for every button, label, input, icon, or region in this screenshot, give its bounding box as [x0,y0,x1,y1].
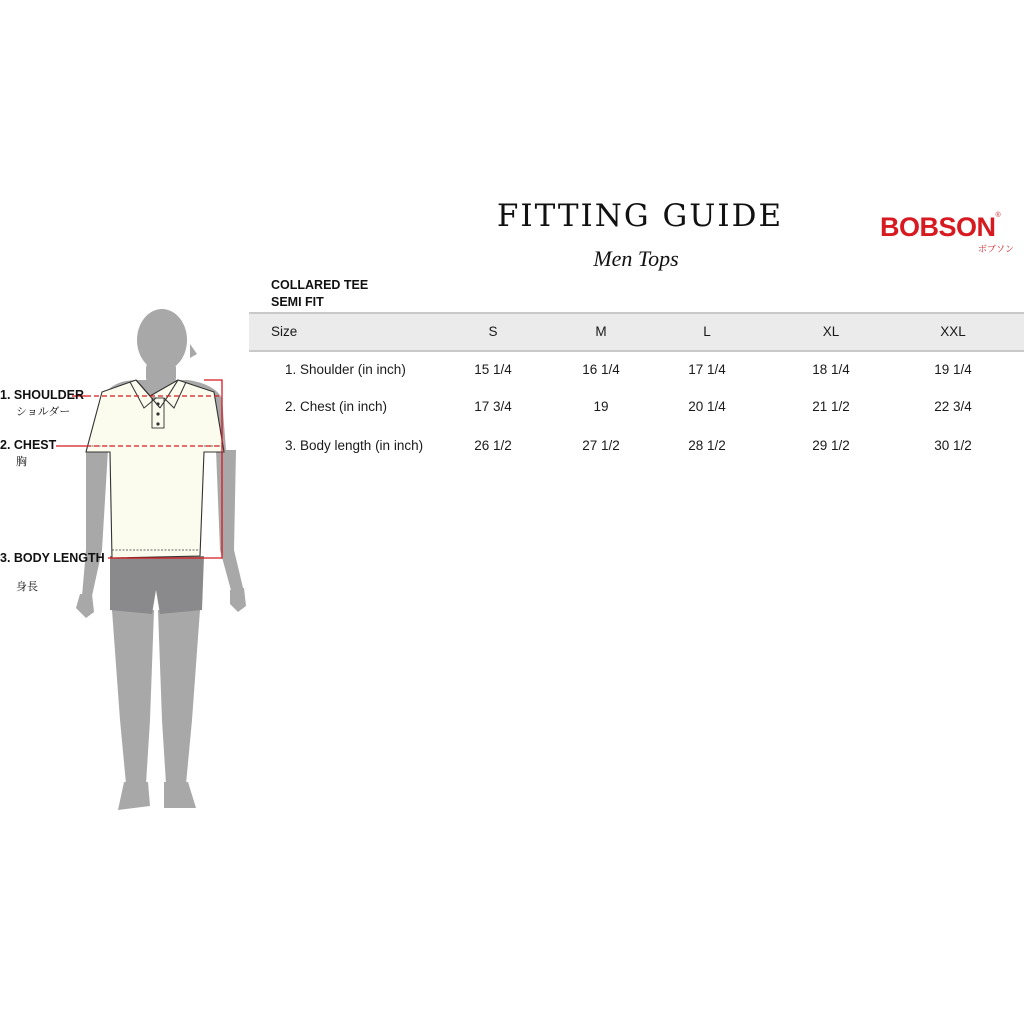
product-name [271,277,368,311]
table-cell: 26 1/2 [474,438,512,453]
row-label: 1. Shoulder (in inch) [285,362,406,377]
table-cell: 17 1/4 [688,362,726,377]
brand-registered-mark: ® [995,212,1001,219]
table-cell: 18 1/4 [812,362,850,377]
page-title: FITTING GUIDE [496,198,784,234]
table-cell: 28 1/2 [688,438,726,453]
shoulder-label: 1. SHOULDER [0,388,85,402]
measurement-figure [0,300,250,830]
size-header-m: M [595,324,607,339]
size-header-s: S [488,324,498,339]
brand-logo [880,212,1020,255]
table-cell: 21 1/2 [812,399,850,414]
product-line-1: COLLARED TEE [271,278,369,292]
table-cell: 29 1/2 [812,438,850,453]
table-cell: 19 1/4 [934,362,972,377]
table-cell: 20 1/4 [688,399,726,414]
row-label: 2. Chest (in inch) [285,399,388,414]
table-cell: 19 [593,399,609,414]
shoulder-label-jp: ショルダー [16,405,71,418]
chest-label: 2. CHEST [0,438,57,452]
size-header-xl: XL [822,324,840,339]
table-cell: 27 1/2 [582,438,620,453]
table-cell: 22 3/4 [934,399,972,414]
product-line-2: SEMI FIT [271,295,324,309]
chest-label-jp: 胸 [16,455,27,468]
size-header-label: Size [271,324,298,339]
table-cell: 17 3/4 [474,399,512,414]
brand-kana: ボブソン [978,245,1015,255]
table-header-row [249,312,1024,352]
body-length-label: 3. BODY LENGTH [0,551,105,565]
table-cell: 30 1/2 [934,438,972,453]
size-header-xxl: XXL [940,324,966,339]
body-length-label-jp: 身長 [16,580,38,593]
row-label: 3. Body length (in inch) [285,438,424,453]
man-silhouette-illustration [0,300,250,830]
page-subtitle: Men Tops [593,246,679,271]
size-table [249,312,1024,453]
size-header-l: L [703,324,711,339]
brand-name: BOBSON [880,212,996,242]
table-cell: 16 1/4 [582,362,620,377]
table-cell: 15 1/4 [474,362,512,377]
